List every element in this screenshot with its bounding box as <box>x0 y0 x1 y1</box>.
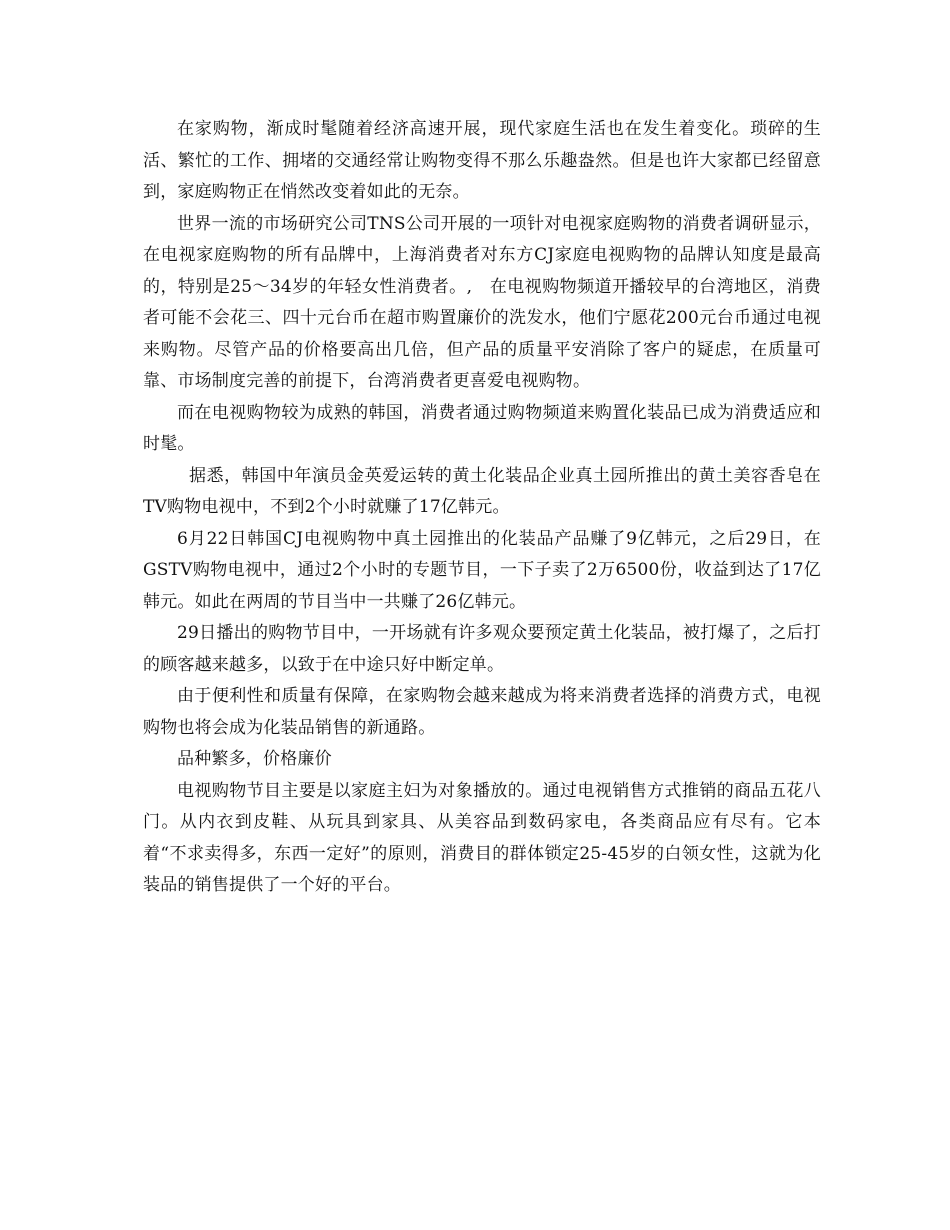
paragraph-tns-survey: 世界一流的市场研究公司TNS公司开展的一项针对电视家庭购物的消费者调研显示，在电视家庭购物的所有品牌中，上海消费者对东方CJ家庭电视购物的品牌认知度是最高的，特别是25～34岁的年轻女性消费者。, 在电视购物频道开播较早的台湾地区，消费者可能不会花三、四十元台币在超市购置廉价的洗发水，他们宁愿花200元台币通过电视来购物。尽管产品的价格要高出几倍，但产品的质量平安消除了客户的疑虑，在质量可靠、市场制度完善的前提下，台湾消费者更喜爱电视购物。 <box>143 213 821 391</box>
paragraph-korea-market: 而在电视购物较为成熟的韩国，消费者通过购物频道来购置化装品已成为消费适应和时髦。 <box>143 402 821 454</box>
paragraph-future-channel: 由于便利性和质量有保障，在家购物会越来越成为将来消费者选择的消费方式，电视购物也将会成为化装品销售的新通路。 <box>143 686 821 738</box>
paragraph-loess-soap: 据悉，韩国中年演员金英爱运转的黄土化装品企业真土园所推出的黄土美容香皂在TV购物电视中，不到2个小时就赚了17亿韩元。 <box>143 465 821 517</box>
paragraph-product-variety: 电视购物节目主要是以家庭主妇为对象播放的。通过电视销售方式推销的商品五花八门。从内衣到皮鞋、从玩具到家具、从美容品到数码家电，各类商品应有尽有。它本着“不求卖得多，东西一定好”的原则，消费目的群体锁定25-45岁的白领女性，这就为化装品的销售提供了一个好的平台。 <box>143 780 821 895</box>
paragraph-broadcast-orders: 29日播出的购物节目中，一开场就有许多观众要预定黄土化装品，被打爆了，之后打的顾客越来越多，以致于在中途只好中断定单。 <box>143 623 821 675</box>
section-heading: 品种繁多，价格廉价 <box>177 749 332 769</box>
document-body <box>143 114 821 902</box>
paragraph-sales-figures: 6月22日韩国CJ电视购物中真土园推出的化装品产品赚了9亿韩元，之后29日，在GSTV购物电视中，通过2个小时的专题节目，一下子卖了2万6500份，收益到达了17亿韩元。如此在两周的节目当中一共赚了26亿韩元。 <box>143 528 821 612</box>
paragraph-home-shopping-intro: 在家购物，渐成时髦随着经济高速开展，现代家庭生活也在发生着变化。琐碎的生活、繁忙的工作、拥堵的交通经常让购物变得不那么乐趣盎然。但是也许大家都已经留意到，家庭购物正在悄然改变着如此的无奈。 <box>143 119 821 202</box>
